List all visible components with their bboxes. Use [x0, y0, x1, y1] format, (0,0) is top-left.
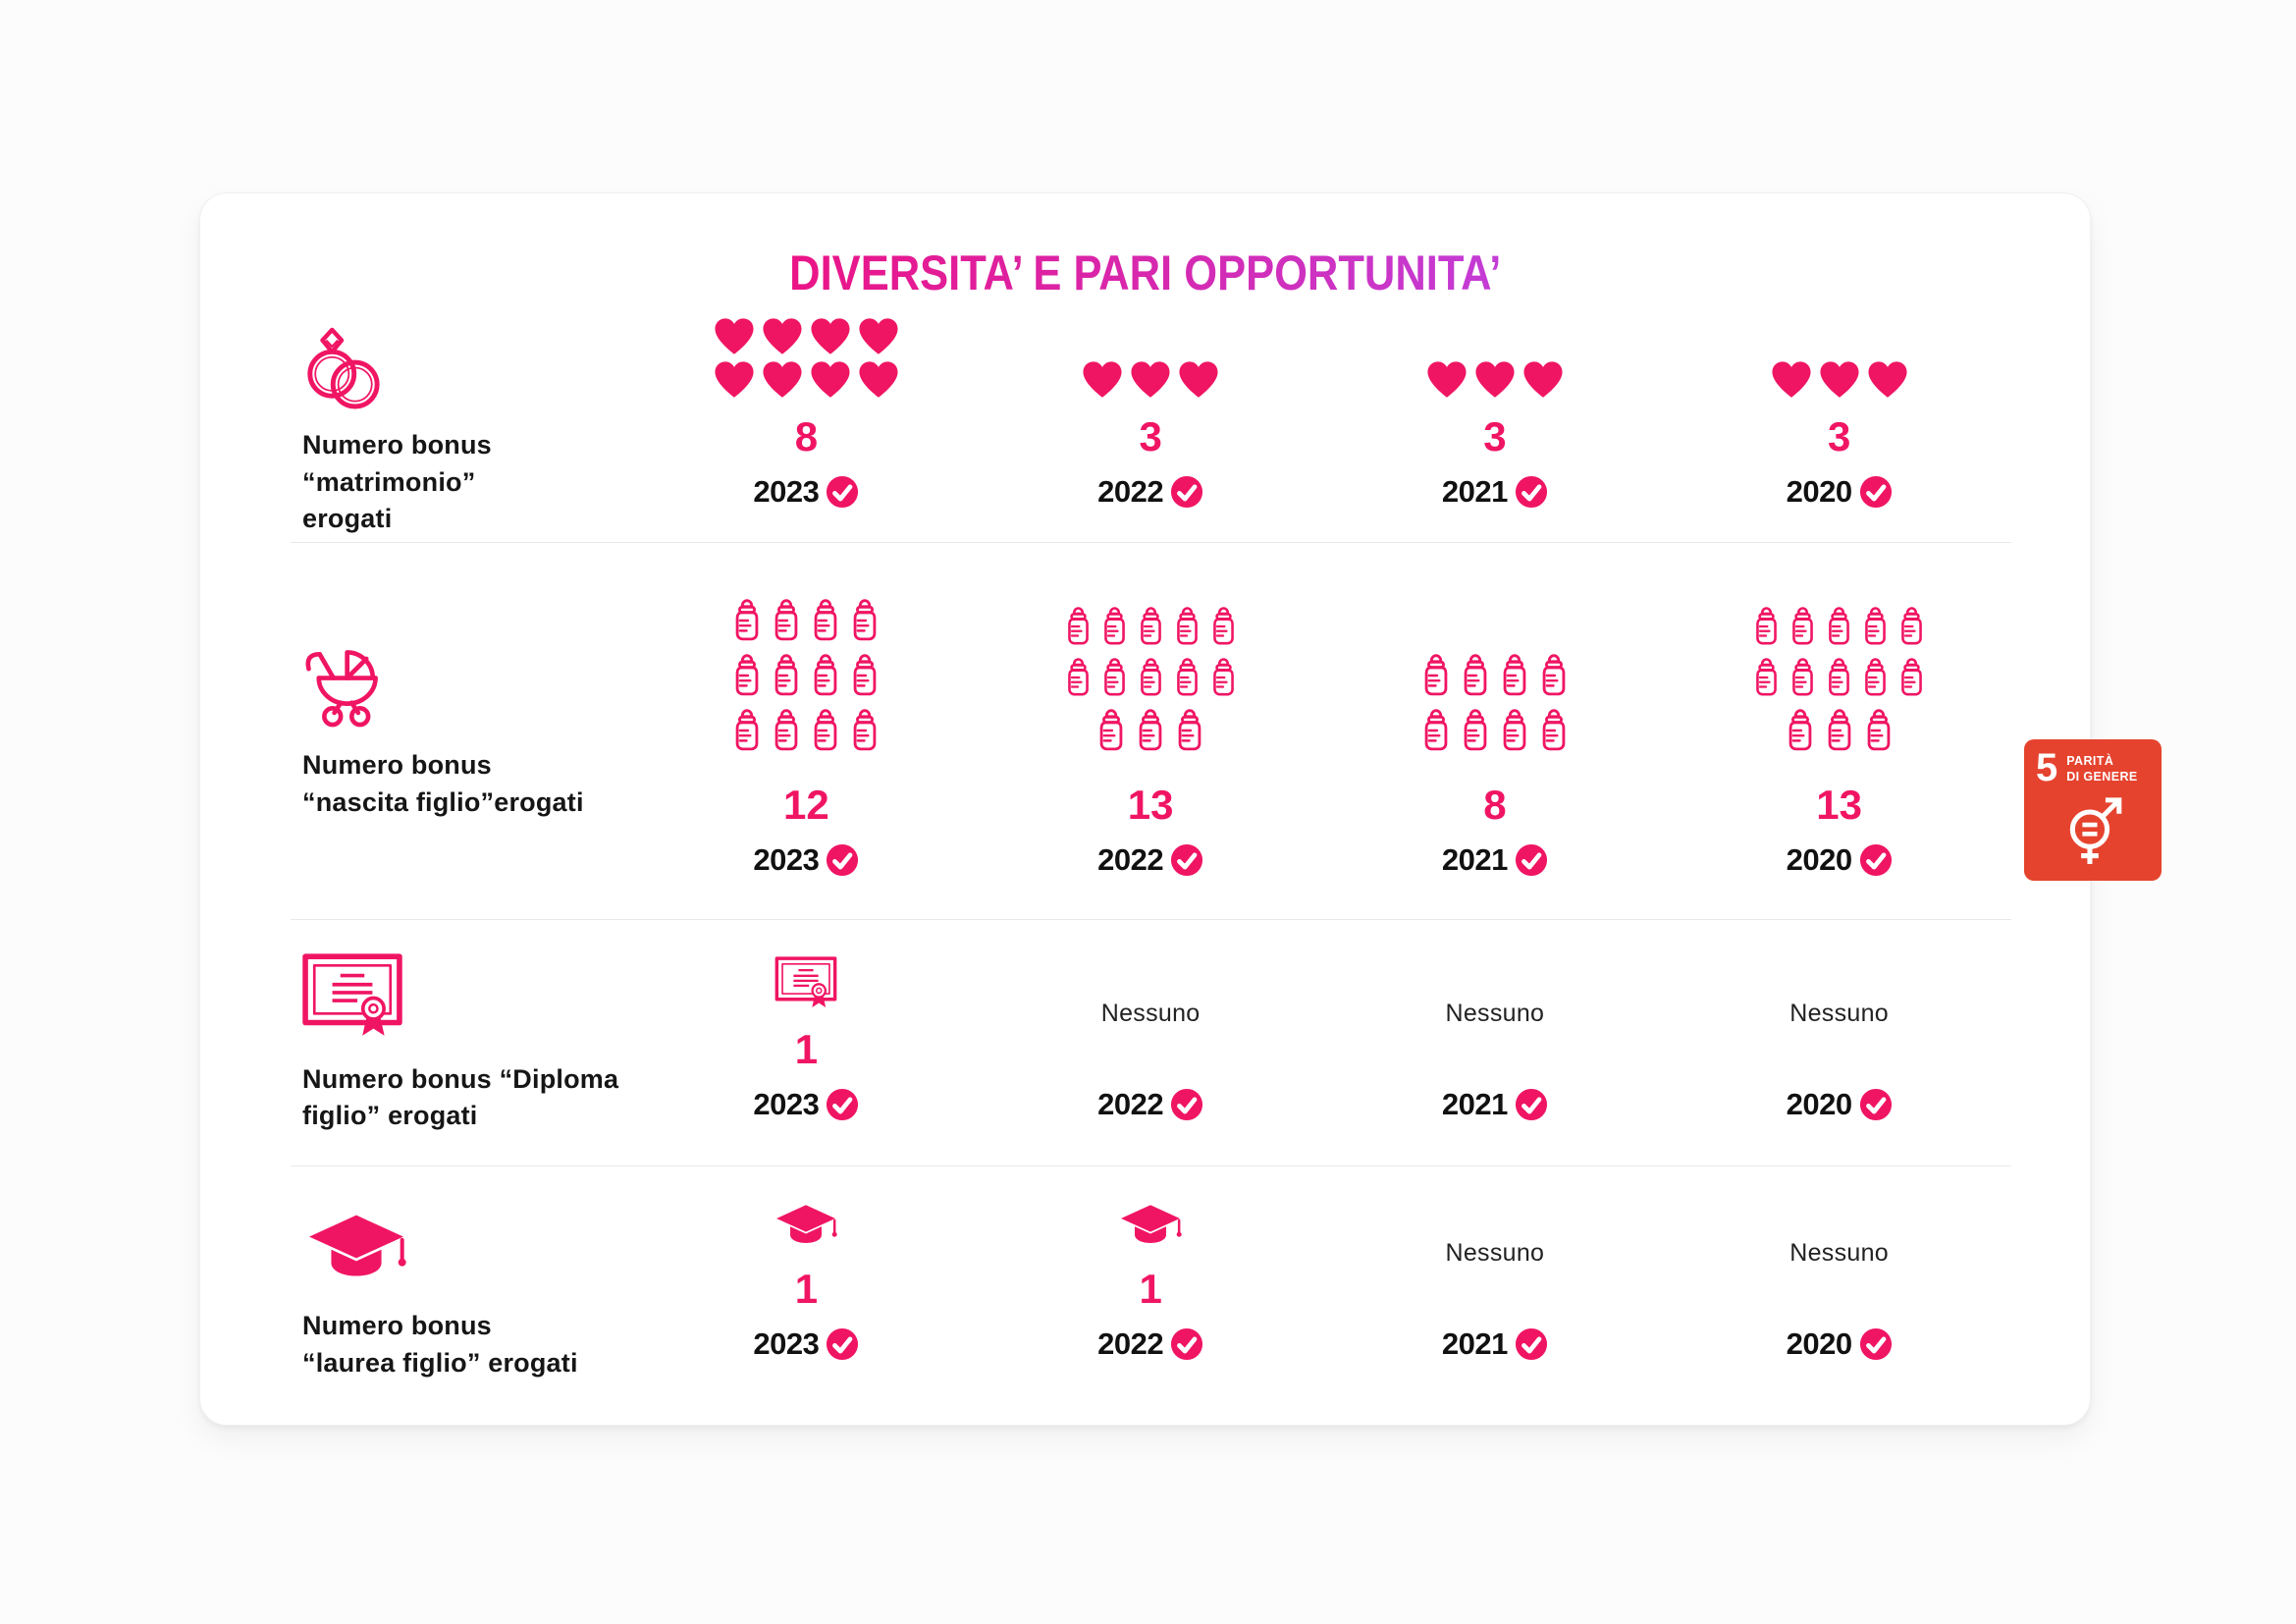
year-label: 2022: [1097, 1326, 1164, 1361]
cell-diploma-2023: [634, 920, 979, 1165]
graduation-cap-pictogram: [772, 1201, 840, 1254]
row-bonus-nascita-figlio: [291, 542, 2011, 919]
heart-icon: [857, 360, 900, 400]
infographic-card: [199, 192, 2091, 1426]
bottle-icon: [1824, 604, 1854, 649]
value-label: 1: [794, 1025, 819, 1072]
value-none-label: Nessuno: [1445, 1239, 1545, 1268]
row-bonus-matrimonio: [291, 315, 2011, 542]
check-icon: [826, 1088, 859, 1121]
bottle-icon: [1095, 706, 1128, 755]
certificate-icon: [774, 955, 837, 1012]
year-line: [1787, 842, 1893, 878]
value-label: 8: [794, 413, 819, 460]
heart-pictogram: [713, 315, 900, 402]
cell-diploma-2021: [1323, 920, 1668, 1165]
year-line: [1787, 1326, 1893, 1362]
heart-icon: [761, 317, 804, 356]
cap-icon: [1116, 1203, 1185, 1252]
graduation-cap-icon: [302, 1212, 410, 1290]
row-label-laurea: [291, 1166, 634, 1427]
year-line: [1442, 1087, 1548, 1122]
heart-icon: [1770, 360, 1813, 400]
bottle-icon: [1208, 655, 1239, 700]
bottle-icon: [1788, 604, 1818, 649]
bottle-icon: [770, 706, 803, 755]
bottle-icon: [848, 706, 881, 755]
check-icon: [1170, 1327, 1203, 1361]
value-label: 8: [1483, 781, 1507, 828]
heart-icon: [1473, 360, 1517, 400]
bottle-icon: [1751, 604, 1782, 649]
bottle-icon: [1498, 651, 1531, 700]
bottle-icon: [730, 596, 764, 645]
bottle-icon: [1172, 655, 1202, 700]
gender-equality-icon: [2036, 786, 2154, 869]
bottle-icon: [1136, 655, 1166, 700]
cell-laurea-2020: [1667, 1166, 2011, 1427]
bottle-icon: [730, 706, 764, 755]
value-none-label: Nessuno: [1789, 1239, 1890, 1268]
year-label: 2020: [1786, 1087, 1852, 1121]
page-title-text: DIVERSITA’ E PARI OPPORTUNITA’: [788, 245, 1502, 300]
bottle-icon: [1896, 655, 1927, 700]
year-line: [1787, 1087, 1893, 1122]
year-label: 2020: [1786, 1326, 1852, 1361]
bottle-icon: [1099, 655, 1130, 700]
year-label: 2021: [1441, 474, 1508, 510]
bottle-icon: [1063, 604, 1094, 649]
row-label-text: Numero bonus “laurea figlio” erogati: [302, 1311, 578, 1378]
sdg-goal-label: PARITÀ DI GENERE: [2066, 754, 2138, 785]
year-label: 2021: [1441, 1087, 1508, 1121]
year-line: [753, 474, 859, 510]
cell-nascita-2020: [1667, 543, 2011, 919]
check-icon: [1859, 475, 1893, 509]
year-line: [1442, 474, 1548, 510]
bottle-icon: [1862, 706, 1896, 755]
value-none-label: Nessuno: [1445, 1000, 1545, 1028]
bottle-icon: [730, 651, 764, 700]
bottle-icon: [1134, 706, 1167, 755]
baby-bottle-pictogram: [730, 593, 881, 758]
diploma-certificate-icon: [302, 951, 402, 1044]
sdg-badge-header: [2036, 746, 2154, 789]
bottle-icon: [1136, 604, 1166, 649]
bottle-icon: [848, 651, 881, 700]
value-label: 13: [1127, 781, 1174, 828]
baby-bottle-pictogram: [1419, 648, 1571, 758]
year-label: 2023: [753, 842, 820, 877]
check-icon: [1515, 1088, 1548, 1121]
check-icon: [1859, 1088, 1893, 1121]
bottle-icon: [1419, 651, 1453, 700]
heart-pictogram: [1081, 358, 1220, 402]
year-line: [1442, 842, 1548, 878]
year-label: 2022: [1097, 1087, 1164, 1121]
year-label: 2020: [1786, 842, 1852, 877]
bottle-icon: [1537, 706, 1571, 755]
value-label: 1: [1139, 1265, 1162, 1312]
bottle-icon: [848, 596, 881, 645]
cell-diploma-2022: [979, 920, 1323, 1165]
row-label-text: Numero bonus “nascita figlio”erogati: [302, 750, 584, 817]
year-line: [1097, 1087, 1203, 1122]
bottle-icon: [1173, 706, 1206, 755]
check-icon: [1515, 843, 1548, 877]
bottle-icon: [1784, 706, 1817, 755]
year-label: 2022: [1097, 474, 1164, 510]
bottle-icon: [1788, 655, 1818, 700]
bottle-icon: [1459, 706, 1492, 755]
value-none-label: Nessuno: [1789, 1000, 1890, 1028]
row-bonus-diploma-figlio: [291, 919, 2011, 1165]
heart-icon: [1177, 360, 1220, 400]
cell-laurea-2021: [1323, 1166, 1668, 1427]
bottle-icon: [1860, 604, 1891, 649]
cell-matrimonio-2021: [1323, 315, 1668, 545]
value-none-label: Nessuno: [1100, 1000, 1201, 1028]
cap-icon: [772, 1203, 840, 1252]
heart-icon: [809, 317, 852, 356]
heart-icon: [809, 360, 852, 400]
check-icon: [1170, 843, 1203, 877]
wedding-rings-icon: [302, 323, 383, 409]
value-label: 3: [1827, 413, 1851, 460]
heart-icon: [1129, 360, 1172, 400]
check-icon: [826, 475, 859, 509]
row-label-text: Numero bonus “Diploma figlio” erogati: [302, 1063, 619, 1130]
year-line: [1787, 474, 1893, 510]
row-label-text: Numero bonus “matrimonio” erogati: [302, 430, 492, 533]
row-label-diploma: [291, 920, 634, 1165]
value-label: 3: [1483, 413, 1507, 460]
page-title: [200, 193, 2090, 315]
bottle-icon: [1099, 604, 1130, 649]
year-line: [1097, 842, 1203, 878]
cell-matrimonio-2020: [1667, 315, 2011, 545]
cell-nascita-2022: [979, 543, 1323, 919]
bottle-icon: [770, 596, 803, 645]
cell-nascita-2023: [634, 543, 979, 919]
check-icon: [826, 1327, 859, 1361]
bottle-icon: [809, 596, 842, 645]
value-label: 1: [794, 1265, 819, 1312]
heart-icon: [713, 317, 756, 356]
bottle-icon: [1063, 655, 1094, 700]
row-bonus-laurea-figlio: [291, 1165, 2011, 1427]
year-label: 2022: [1097, 842, 1164, 877]
check-icon: [1170, 475, 1203, 509]
check-icon: [1859, 843, 1893, 877]
heart-icon: [1818, 360, 1861, 400]
year-line: [753, 1087, 859, 1122]
baby-bottle-pictogram: [1751, 601, 1927, 758]
heart-icon: [857, 317, 900, 356]
heart-icon: [761, 360, 804, 400]
sdg-goal-number: 5: [2036, 746, 2058, 789]
cell-nascita-2021: [1323, 543, 1668, 919]
check-icon: [1170, 1088, 1203, 1121]
check-icon: [1515, 1327, 1548, 1361]
bottle-icon: [1537, 651, 1571, 700]
row-label-nascita: [291, 543, 634, 919]
sdg-goal-5-badge: [2024, 739, 2162, 881]
year-line: [753, 842, 859, 878]
heart-icon: [1866, 360, 1909, 400]
value-label: 3: [1139, 413, 1162, 460]
graduation-cap-pictogram: [1116, 1201, 1185, 1254]
heart-icon: [713, 360, 756, 400]
baby-bottle-pictogram: [1063, 601, 1239, 758]
value-label: 12: [783, 781, 829, 828]
year-line: [1097, 1326, 1203, 1362]
year-label: 2023: [753, 1087, 820, 1121]
cell-diploma-2020: [1667, 920, 2011, 1165]
heart-icon: [1522, 360, 1565, 400]
stroller-icon: [302, 641, 383, 730]
cell-matrimonio-2023: [634, 315, 979, 545]
year-label: 2021: [1441, 842, 1508, 877]
bottle-icon: [770, 651, 803, 700]
bottle-icon: [1823, 706, 1856, 755]
check-icon: [826, 843, 859, 877]
heart-icon: [1425, 360, 1468, 400]
row-label-matrimonio: [291, 315, 634, 545]
check-icon: [1859, 1327, 1893, 1361]
bottle-icon: [1172, 604, 1202, 649]
bottle-icon: [1459, 651, 1492, 700]
year-label: 2021: [1441, 1326, 1508, 1361]
cell-laurea-2022: [979, 1166, 1323, 1427]
heart-pictogram: [1770, 358, 1909, 402]
cell-laurea-2023: [634, 1166, 979, 1427]
heart-icon: [1081, 360, 1124, 400]
bottle-icon: [1860, 655, 1891, 700]
year-label: 2023: [753, 1326, 820, 1361]
heart-pictogram: [1425, 358, 1565, 402]
bottle-icon: [1824, 655, 1854, 700]
year-label: 2023: [753, 474, 820, 510]
bottle-icon: [1896, 604, 1927, 649]
cell-matrimonio-2022: [979, 315, 1323, 545]
certificate-pictogram: [774, 953, 837, 1014]
check-icon: [1515, 475, 1548, 509]
year-line: [1442, 1326, 1548, 1362]
bottle-icon: [809, 651, 842, 700]
bottle-icon: [1419, 706, 1453, 755]
year-line: [1097, 474, 1203, 510]
bottle-icon: [809, 706, 842, 755]
year-label: 2020: [1786, 474, 1852, 510]
bottle-icon: [1208, 604, 1239, 649]
year-line: [753, 1326, 859, 1362]
bottle-icon: [1498, 706, 1531, 755]
value-label: 13: [1816, 781, 1862, 828]
bottle-icon: [1751, 655, 1782, 700]
